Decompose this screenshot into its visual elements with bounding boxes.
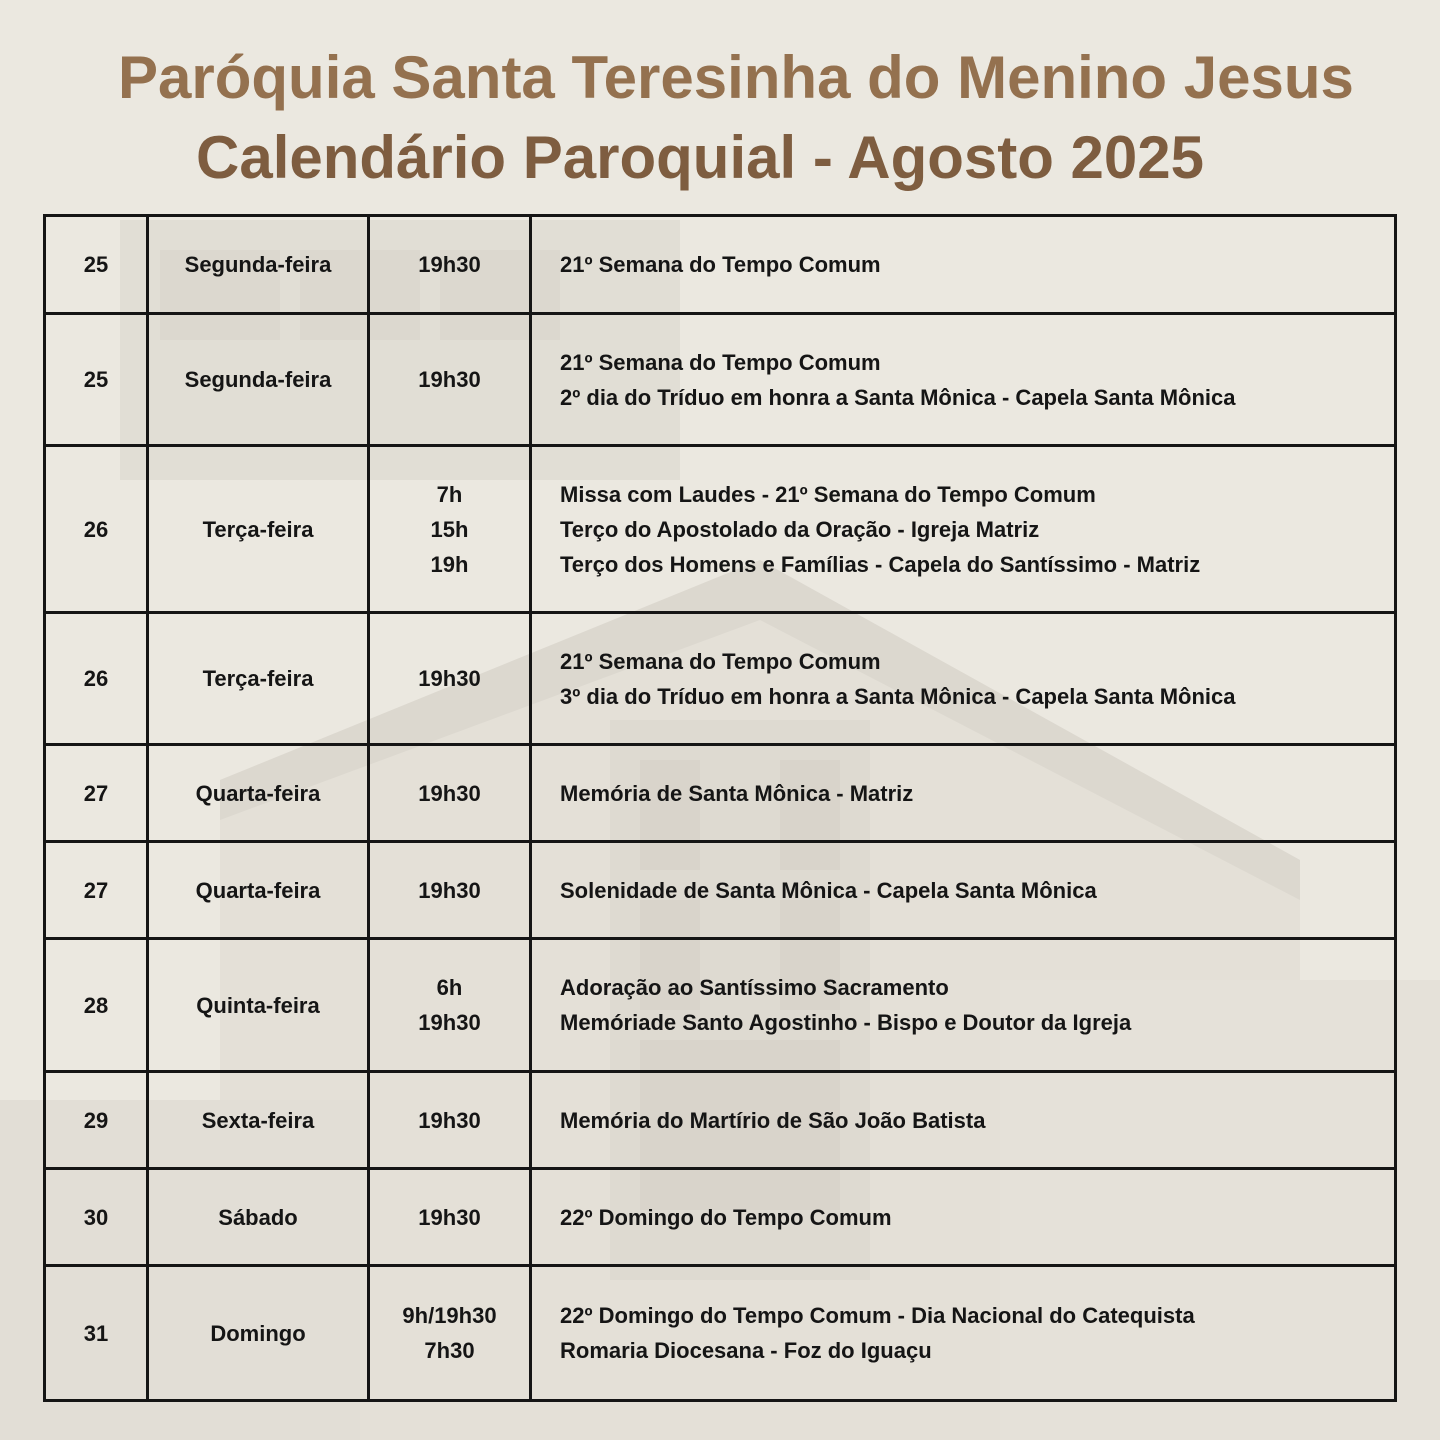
time-cell — [369, 1072, 531, 1169]
day-cell: 31 — [45, 1266, 148, 1401]
day-cell: 25 — [45, 314, 148, 446]
day-cell: 27 — [45, 745, 148, 842]
event-text: Solenidade de Santa Mônica - Capela Santa Mônica — [560, 877, 1097, 903]
time-value: 19h30 — [418, 666, 481, 691]
weekday-cell: Quarta-feira — [148, 745, 369, 842]
time-value: 6h — [436, 975, 463, 1000]
weekday-cell: Terça-feira — [148, 446, 369, 613]
time-value: 19h30 — [418, 252, 481, 277]
event-text: Terço do Apostolado da Oração - Igreja Matriz — [560, 516, 1040, 542]
weekday-cell: Quarta-feira — [148, 842, 369, 939]
time-cell — [369, 314, 531, 446]
event-text: 21º Semana do Tempo Comum — [560, 648, 881, 674]
time-cell — [369, 216, 531, 314]
time-cell — [369, 745, 531, 842]
table-row — [45, 745, 1396, 842]
table-row — [45, 939, 1396, 1072]
event-cell — [531, 1072, 1396, 1169]
event-text: 22º Domingo do Tempo Comum - Dia Nacional do Catequista — [560, 1303, 1195, 1328]
day-cell: 26 — [45, 446, 148, 613]
event-cell — [531, 314, 1396, 446]
calendar-title: Calendário Paroquial - Agosto 2025 — [196, 124, 1205, 191]
time-cell — [369, 1169, 531, 1266]
table-row — [45, 446, 1396, 613]
time-cell — [369, 939, 531, 1072]
day-cell: 30 — [45, 1169, 148, 1266]
time-value: 19h30 — [418, 780, 481, 806]
time-value: 7h30 — [424, 1338, 475, 1363]
table-row — [45, 613, 1396, 745]
event-text: Memóriade Santo Agostinho - Bispo e Doutor da Igreja — [560, 1010, 1132, 1035]
time-cell — [369, 1266, 531, 1401]
table-row — [45, 314, 1396, 446]
time-value: 9h/19h30 — [402, 1303, 497, 1328]
table-row — [45, 842, 1396, 939]
event-text: Adoração ao Santíssimo Sacramento — [560, 975, 949, 1000]
time-value: 19h30 — [418, 1204, 481, 1230]
weekday-cell: Quinta-feira — [148, 939, 369, 1072]
page-header — [0, 0, 1440, 210]
time-value: 7h — [436, 481, 463, 507]
event-cell — [531, 216, 1396, 314]
weekday-cell: Sábado — [148, 1169, 369, 1266]
time-cell — [369, 613, 531, 745]
day-cell: 28 — [45, 939, 148, 1072]
day-cell: 29 — [45, 1072, 148, 1169]
event-cell — [531, 446, 1396, 613]
day-cell: 27 — [45, 842, 148, 939]
time-cell — [369, 446, 531, 613]
event-cell — [531, 613, 1396, 745]
time-value: 19h30 — [418, 1107, 481, 1133]
time-value: 19h30 — [418, 877, 481, 903]
event-text: Memória de Santa Mônica - Matriz — [560, 780, 914, 806]
event-text: 21º Semana do Tempo Comum — [560, 252, 881, 277]
event-text: 22º Domingo do Tempo Comum — [560, 1204, 892, 1230]
weekday-cell: Segunda-feira — [148, 216, 369, 314]
table-row — [45, 1266, 1396, 1401]
time-value: 19h30 — [418, 1010, 481, 1035]
parish-name: Paróquia Santa Teresinha do Menino Jesus — [118, 44, 1354, 111]
table-row — [45, 1169, 1396, 1266]
event-text: 3º dia do Tríduo em honra a Santa Mônica - Capela Santa Mônica — [560, 683, 1236, 709]
weekday-cell: Sexta-feira — [148, 1072, 369, 1169]
weekday-cell: Segunda-feira — [148, 314, 369, 446]
time-value: 19h — [430, 551, 469, 577]
time-cell — [369, 842, 531, 939]
event-text: Memória do Martírio de São João Batista — [560, 1107, 986, 1133]
weekday-cell: Domingo — [148, 1266, 369, 1401]
calendar-table — [43, 214, 1397, 1402]
event-text: Missa com Laudes - 21º Semana do Tempo Comum — [560, 481, 1096, 507]
event-text: 21º Semana do Tempo Comum — [560, 349, 881, 375]
table-row — [45, 1072, 1396, 1169]
table-row — [45, 216, 1396, 314]
weekday-cell: Terça-feira — [148, 613, 369, 745]
event-text: 2º dia do Tríduo em honra a Santa Mônica - Capela Santa Mônica — [560, 384, 1236, 410]
event-cell — [531, 1169, 1396, 1266]
day-cell: 26 — [45, 613, 148, 745]
day-cell: 25 — [45, 216, 148, 314]
time-value: 15h — [430, 516, 469, 542]
event-cell — [531, 842, 1396, 939]
event-text: Terço dos Homens e Famílias - Capela do Santíssimo - Matriz — [560, 551, 1201, 577]
time-value: 19h30 — [418, 367, 481, 392]
event-cell — [531, 745, 1396, 842]
event-cell — [531, 939, 1396, 1072]
event-text: Romaria Diocesana - Foz do Iguaçu — [560, 1338, 932, 1363]
event-cell — [531, 1266, 1396, 1401]
